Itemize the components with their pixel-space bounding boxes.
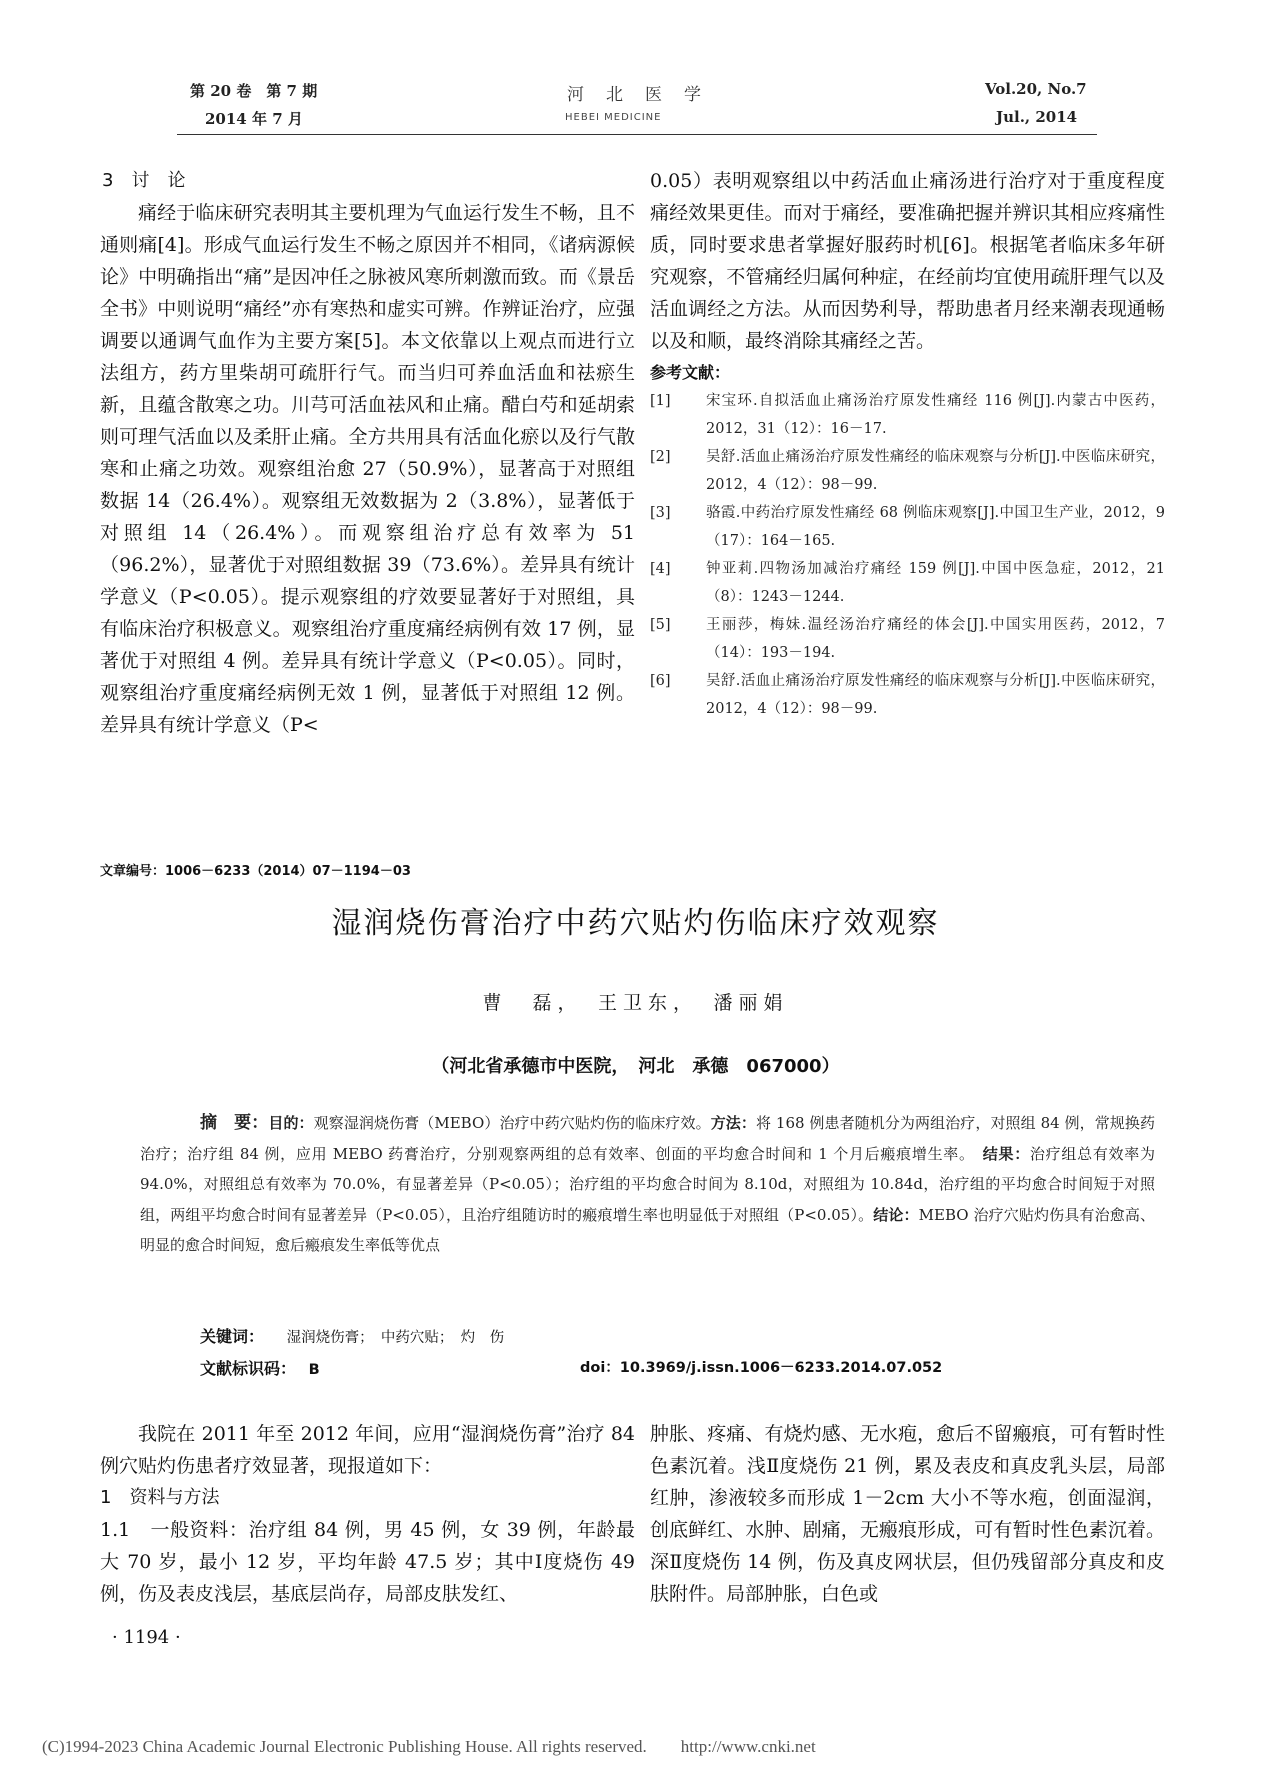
doc-code-line <box>200 1356 320 1379</box>
paragraph: 1.1 一般资料：治疗组 84 例，男 45 例，女 39 例，年龄最大 70 岁，最小 12 岁，平均年龄 47.5 岁；其中Ⅰ度烧伤 49 例，伤及表皮浅层，基底层尚存，局部皮肤发红、 <box>100 1519 635 1605</box>
abstract-part-label: 方法： <box>710 1114 756 1132</box>
keywords-label: 关键词： <box>200 1327 265 1346</box>
reference-text: 骆霞.中药治疗原发性痛经 68 例临床观察[J].中国卫生产业，2012，9（17）：164－165. <box>706 505 1165 549</box>
paragraph: 痛经于临床研究表明其主要机理为气血运行发生不畅，且不通则痛[4]。形成气血运行发生不畅之原因并不相同，《诸病源候论》中明确指出“痛”是因冲任之脉被风寒所刺激而致。而《景岳全书》中则说明“痛经”亦有寒热和虚实可辨。作辨证治疗，应强调要以通调气血作为主要方案[5]。本文依靠以上观点而进行立法组方，药方里柴胡可疏肝行气。而当归可养血活血和祛瘀生新，且蕴含散寒之功。川芎可活血祛风和止痛。醋白芍和延胡索则可理气活血以及柔肝止痛。全方共用具有活血化瘀以及行气散寒和止痛之功效。观察组治愈 27（50.9%），显著高于对照组数据 14（26.4%）。观察组无效数据为 2（3.8%），显著低于对照组 14（26.4%）。而观察组治疗总有效率为 51（96.2%），显著优于对照组数据 39（73.6%）。差异具有统计学意义（P<0.05）。提示观察组的疗效要显著好于对照组，具有临床治疗积极意义。观察组治疗重度痛经病例有效 17 例，显著优于对照组 4 例。差异具有统计学意义（P<0.05）。同时，观察组治疗重度痛经病例无效 1 例，显著低于对照组 12 例。差异具有统计学意义（P< <box>100 202 635 736</box>
header-journal-en: HEBEI MEDICINE <box>565 112 662 123</box>
abstract-part-label: 结果： <box>982 1144 1030 1163</box>
prev-left-column <box>100 165 635 741</box>
abstract-part-text: 将 168 例患者随机分为两组治疗，对照组 84 例，常规换药治疗；治疗组 84 例，应用 MEBO 药膏治疗，分别观察两组的总有效率、创面的平均愈合时间和 1 个月后瘢痕增生率。 <box>140 1114 1155 1163</box>
reference-number: [2] <box>650 449 671 465</box>
header-volume: 第 20 卷 第 7 期 <box>190 82 318 100</box>
prev-right-column <box>650 165 1165 723</box>
reference-number: [4] <box>650 561 671 577</box>
reference-text: 宋宝环.自拟活血止痛汤治疗原发性痛经 116 例[J].内蒙古中医药，2012，31（12）：16－17. <box>706 393 1165 437</box>
reference-text: 吴舒.活血止痛汤治疗原发性痛经的临床观察与分析[J].中医临床研究，2012，4（12）：98－99. <box>706 673 1165 717</box>
section-heading: 1 资料与方法 <box>100 1487 220 1508</box>
body-left-column <box>100 1418 635 1610</box>
reference-item <box>650 443 1165 499</box>
keywords: 湿润烧伤膏； 中药穴贴； 灼 伤 <box>286 1330 505 1346</box>
header-journal-cn: 河北医学 <box>567 85 723 105</box>
abstract-part-text: MEBO 治疗穴贴灼伤具有治愈高、明显的愈合时间短，愈后瘢痕发生率低等优点 <box>140 1205 1155 1254</box>
header-date-en: Jul., 2014 <box>996 108 1078 126</box>
references-label: 参考文献： <box>650 363 731 382</box>
abstract-part-label: 结论： <box>873 1205 919 1224</box>
paragraph: 0.05）表明观察组以中药活血止痛汤进行治疗对于重度程度痛经效果更佳。而对于痛经，要准确把握并辨识其相应疼痛性质，同时要求患者掌握好服药时机[6]。根据笔者临床多年研究观察，不管痛经归属何种症，在经前均宜使用疏肝理气以及活血调经之方法。从而因势利导，帮助患者月经来潮表现通畅以及和顺，最终消除其痛经之苦。 <box>650 170 1165 352</box>
reference-item <box>650 499 1165 555</box>
section-heading: 3 讨 论 <box>102 170 186 191</box>
reference-list <box>650 387 1165 723</box>
reference-text: 王丽莎，梅妹.温经汤治疗痛经的体会[J].中国实用医药，2012，7（14）：193－194. <box>706 617 1165 661</box>
header-rule <box>177 134 1097 135</box>
reference-number: [1] <box>650 393 671 409</box>
reference-item <box>650 387 1165 443</box>
abstract-part-text: 治疗组总有效率为 94.0%，对照组总有效率为 70.0%，有显著差异（P<0.05）；治疗组的平均愈合时间为 8.10d，对照组为 10.84d，治疗组的平均愈合时间短于对照组，两组平均愈合时间有显著差异（P<0.05），且治疗组随访时的瘢痕增生率也明显低于对照组（P<0.05）。 <box>140 1144 1155 1224</box>
doi: doi：10.3969/j.issn.1006－6233.2014.07.052 <box>580 1360 943 1376</box>
reference-number: [6] <box>650 673 671 689</box>
body-right-column <box>650 1418 1165 1610</box>
paragraph: 肿胀、疼痛、有烧灼感、无水疱，愈后不留瘢痕，可有暂时性色素沉着。浅Ⅱ度烧伤 21 例，累及表皮和真皮乳头层，局部红肿，渗液较多而形成 1－2cm 大小不等水疱，创面湿润，创底鲜红、水肿、剧痛，无瘢痕形成，可有暂时性色素沉着。深Ⅱ度烧伤 14 例，伤及真皮网状层，但仍残留部分真皮和皮肤附件。局部肿胀，白色或 <box>650 1423 1165 1605</box>
page-number: · 1194 · <box>112 1627 181 1648</box>
doc-code-label: 文献标识码： <box>200 1359 297 1378</box>
header-date: 2014 年 7 月 <box>205 110 303 128</box>
copyright-footer: (C)1994-2023 China Academic Journal Electronic Publishing House. All rights reserved. http://www.cnki.net <box>42 1737 816 1756</box>
abstract-part-text: 观察湿润烧伤膏（MEBO）治疗中药穴贴灼伤的临床疗效。 <box>313 1114 711 1132</box>
abstract-label: 摘 要： <box>200 1113 269 1133</box>
reference-item <box>650 555 1165 611</box>
article-title: 湿润烧伤膏治疗中药穴贴灼伤临床疗效观察 <box>331 906 940 941</box>
reference-item <box>650 667 1165 723</box>
header-volume-en: Vol.20, No.7 <box>985 80 1087 98</box>
article-number: 文章编号：1006－6233（2014）07－1194－03 <box>100 864 411 879</box>
reference-text: 钟亚莉.四物汤加减治疗痛经 159 例[J].中国中医急症，2012，21（8）：1243－1244. <box>706 561 1165 605</box>
reference-number: [3] <box>650 505 671 521</box>
keywords-line <box>200 1324 504 1347</box>
reference-number: [5] <box>650 617 671 633</box>
abstract <box>140 1108 1155 1261</box>
article-authors: 曹 磊， 王卫东， 潘丽娟 <box>482 992 789 1014</box>
reference-item <box>650 611 1165 667</box>
reference-text: 吴舒.活血止痛汤治疗原发性痛经的临床观察与分析[J].中医临床研究，2012，4（12）：98－99. <box>706 449 1165 493</box>
article-affiliation: （河北省承德市中医院， 河北 承德 067000） <box>431 1056 840 1077</box>
doc-code: B <box>308 1362 320 1378</box>
paragraph: 我院在 2011 年至 2012 年间，应用“湿润烧伤膏”治疗 84 例穴贴灼伤患者疗效显著，现报道如下： <box>100 1423 635 1477</box>
abstract-part-label: 目的： <box>268 1114 314 1132</box>
